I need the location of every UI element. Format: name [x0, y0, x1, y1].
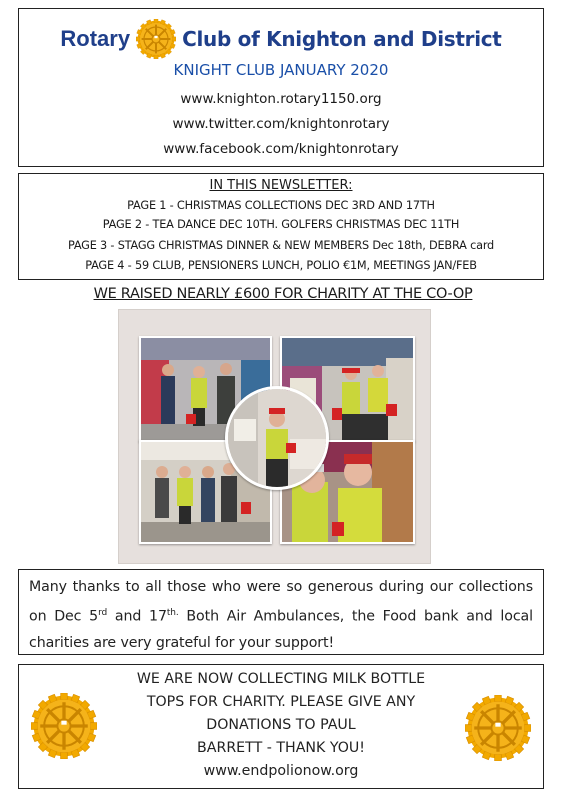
newsletter-contents: [18, 173, 544, 280]
facebook-link[interactable]: www.facebook.com/knightonrotary: [163, 141, 399, 157]
newsletter-header: [18, 8, 544, 167]
milk-bottle-appeal: [18, 664, 544, 789]
thanks-superscript: th.: [166, 608, 179, 618]
contents-title: IN THIS NEWSLETTER:: [209, 178, 353, 193]
collection-photo-center: [225, 386, 329, 490]
milk-line: BARRETT - THANK YOU!: [197, 740, 365, 756]
endpolionow-link[interactable]: www.endpolionow.org: [203, 763, 359, 779]
brand-rotary-wordmark: Rotary: [60, 26, 131, 51]
contents-line: PAGE 1 - CHRISTMAS COLLECTIONS DEC 3RD AND 17TH: [127, 199, 435, 212]
thanks-part: Many thanks to all those who were so generous during our collections on Dec 5: [29, 579, 533, 625]
thanks-part: and 17: [107, 608, 167, 625]
photo-collage: [118, 309, 431, 564]
brand-row: [19, 17, 543, 61]
thanks-message: [18, 569, 544, 655]
website-link[interactable]: www.knighton.rotary1150.org: [180, 91, 382, 107]
issue-title: KNIGHT CLUB JANUARY 2020: [173, 61, 389, 79]
contents-line: PAGE 4 - 59 CLUB, PENSIONERS LUNCH, POLIO €1M, MEETINGS JAN/FEB: [85, 259, 477, 272]
club-name: Club of Knighton and District: [182, 27, 502, 51]
thanks-part: Both Air Ambulances, the Food bank and local charities are very grateful for your support!: [29, 608, 533, 651]
milk-line: WE ARE NOW COLLECTING MILK BOTTLE: [136, 671, 426, 687]
contents-line: PAGE 3 - STAGG CHRISTMAS DINNER & NEW MEMBERS Dec 18th, DEBRA card: [67, 239, 495, 252]
headline: WE RAISED NEARLY £600 FOR CHARITY AT THE CO-OP: [93, 286, 473, 302]
rotary-wheel-icon: [136, 19, 176, 59]
thanks-text: [29, 574, 533, 656]
milk-line: TOPS FOR CHARITY. PLEASE GIVE ANY: [146, 694, 416, 710]
contents-line: PAGE 2 - TEA DANCE DEC 10TH. GOLFERS CHRISTMAS DEC 11TH: [102, 218, 460, 231]
twitter-link[interactable]: www.twitter.com/knightonrotary: [172, 116, 390, 132]
milk-line: DONATIONS TO PAUL: [206, 717, 356, 733]
thanks-superscript: rd: [98, 608, 108, 618]
